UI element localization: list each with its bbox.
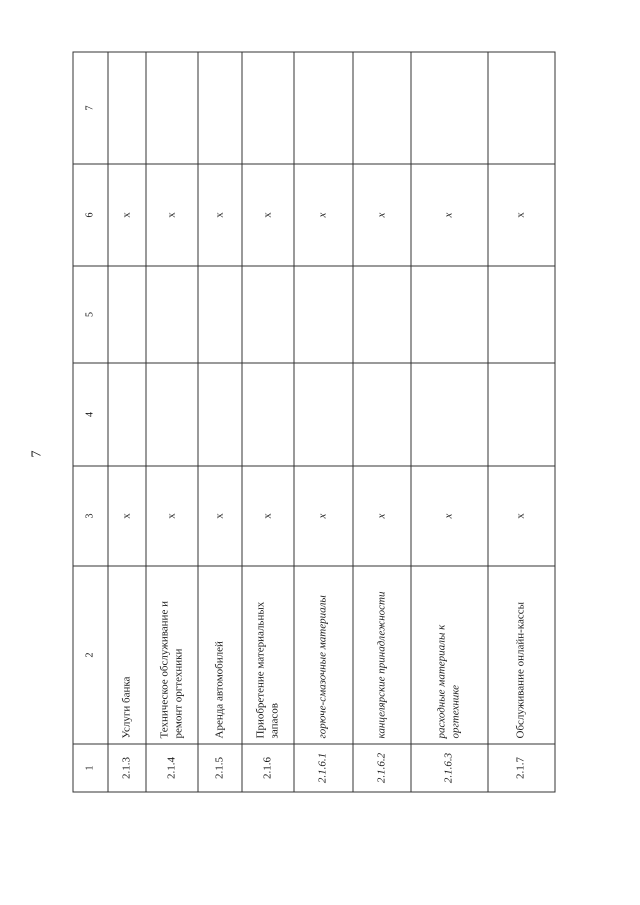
cell-col-6: x — [353, 164, 411, 266]
table-row — [198, 52, 242, 792]
row-number: 2.1.7 — [488, 744, 555, 792]
header-col-6: 6 — [73, 164, 108, 266]
row-number: 2.1.4 — [146, 744, 198, 792]
cell-col-5 — [198, 266, 242, 363]
cell-col-6: x — [411, 164, 488, 266]
header-col-1: 1 — [73, 744, 108, 792]
cell-col-6: x — [146, 164, 198, 266]
row-name: Техническое обслуживание и ремонт оргтехники — [146, 566, 198, 744]
cell-col-5 — [488, 266, 555, 363]
table-row — [488, 52, 555, 792]
cell-col-7 — [411, 52, 488, 164]
table-row — [108, 52, 146, 792]
cell-col-3: x — [294, 466, 353, 566]
header-col-5: 5 — [73, 266, 108, 363]
page-number: 7 — [29, 450, 45, 458]
table-header-row — [73, 52, 108, 792]
cell-col-6: x — [198, 164, 242, 266]
cell-col-6: x — [294, 164, 353, 266]
row-number: 2.1.3 — [108, 744, 146, 792]
cell-col-3: x — [488, 466, 555, 566]
row-name: расходные материалы к оргтехнике — [411, 566, 488, 744]
cell-col-7 — [353, 52, 411, 164]
cell-col-4 — [198, 363, 242, 466]
cell-col-7 — [198, 52, 242, 164]
cell-col-5 — [242, 266, 294, 363]
cell-col-7 — [146, 52, 198, 164]
row-name: Аренда автомобилей — [198, 566, 242, 744]
cell-col-3: x — [146, 466, 198, 566]
cell-col-5 — [294, 266, 353, 363]
cell-col-5 — [108, 266, 146, 363]
header-col-4: 4 — [73, 363, 108, 466]
table-row — [411, 52, 488, 792]
row-name: канцелярские принадлежности — [353, 566, 411, 744]
row-name: Услуги банка — [108, 566, 146, 744]
table-row — [242, 52, 294, 792]
cell-col-4 — [353, 363, 411, 466]
cell-col-4 — [488, 363, 555, 466]
cell-col-7 — [108, 52, 146, 164]
table-row — [146, 52, 198, 792]
cell-col-3: x — [411, 466, 488, 566]
cell-col-5 — [146, 266, 198, 363]
cell-col-3: x — [198, 466, 242, 566]
row-number: 2.1.6.1 — [294, 744, 353, 792]
row-number: 2.1.6 — [242, 744, 294, 792]
header-col-3: 3 — [73, 466, 108, 566]
cell-col-5 — [353, 266, 411, 363]
cell-col-6: x — [108, 164, 146, 266]
row-name: Обслуживание онлайн-кассы — [488, 566, 555, 744]
cell-col-3: x — [108, 466, 146, 566]
row-number: 2.1.6.2 — [353, 744, 411, 792]
header-col-2: 2 — [73, 566, 108, 744]
cell-col-4 — [146, 363, 198, 466]
cell-col-4 — [242, 363, 294, 466]
header-col-7: 7 — [73, 52, 108, 164]
cell-col-4 — [411, 363, 488, 466]
cell-col-6: x — [242, 164, 294, 266]
cell-col-3: x — [353, 466, 411, 566]
cell-col-7 — [242, 52, 294, 164]
cell-col-7 — [488, 52, 555, 164]
table-row — [353, 52, 411, 792]
rotated-table-container — [72, 52, 555, 792]
cell-col-5 — [411, 266, 488, 363]
cost-table — [72, 51, 555, 792]
cell-col-7 — [294, 52, 353, 164]
row-name: Приобретение материальных запасов — [242, 566, 294, 744]
row-name: горюче-смазочные материалы — [294, 566, 353, 744]
cell-col-4 — [294, 363, 353, 466]
cell-col-4 — [108, 363, 146, 466]
row-number: 2.1.6.3 — [411, 744, 488, 792]
cell-col-3: x — [242, 466, 294, 566]
table-row — [294, 52, 353, 792]
cell-col-6: x — [488, 164, 555, 266]
row-number: 2.1.5 — [198, 744, 242, 792]
